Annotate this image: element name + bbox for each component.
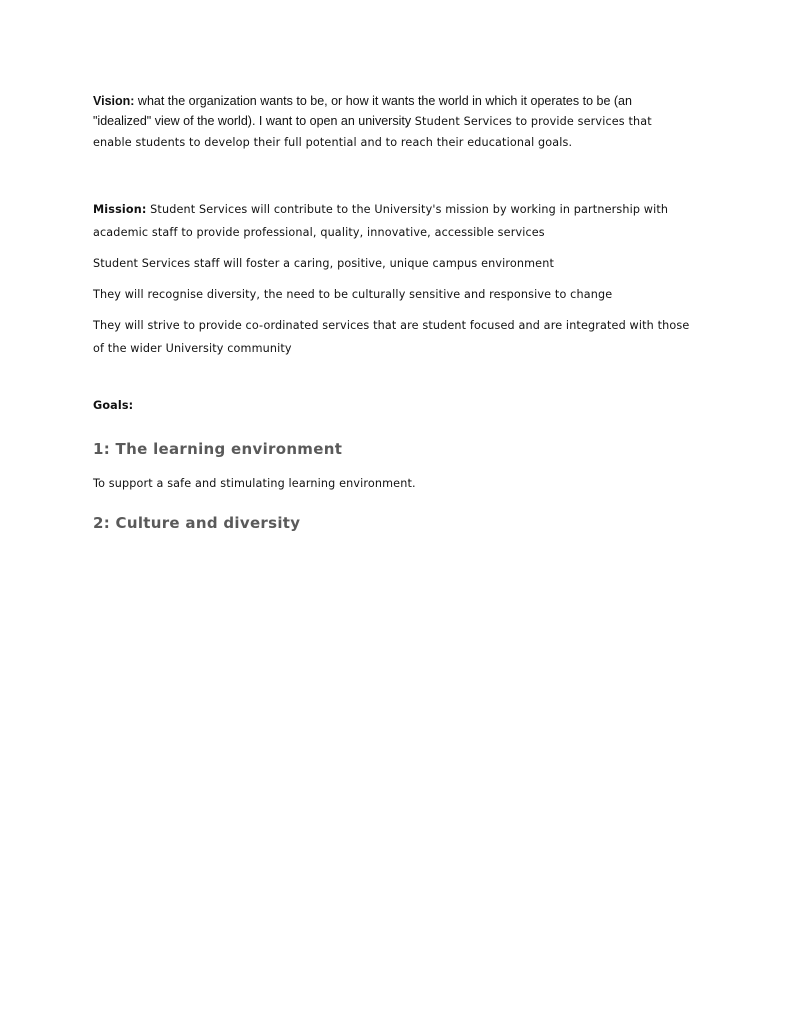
vision-text-part2: Student Services to provide services that enable students to develop their full potential and to reach their educational goals. [93, 115, 652, 149]
mission-text: Student Services will contribute to the University's mission by working in partnership with academic staff to provide professional, quality, innovative, accessible services [93, 203, 669, 239]
goals-label: Goals: [93, 399, 134, 412]
goal-2-heading: 2: Culture and diversity [93, 514, 301, 532]
goal-1-text: To support a safe and stimulating learning environment. [93, 477, 416, 490]
mission-paragraph-3: They will recognise diversity, the need to be culturally sensitive and responsive to change [93, 288, 613, 301]
vision-label: Vision: [93, 94, 135, 108]
vision-text-part1: what the organization wants to be, or how it wants the world in which it operates to be (an "idealized" view of the world). I want to open an university [93, 94, 632, 128]
mission-label: Mission: [93, 203, 147, 216]
mission-paragraph-2: Student Services staff will foster a caring, positive, unique campus environment [93, 257, 554, 270]
vision-paragraph [93, 91, 693, 153]
goal-1-heading: 1: The learning environment [93, 440, 343, 458]
mission-paragraph-4: They will strive to provide co-ordinated services that are student focused and are integrated with those of the wider University community [93, 319, 690, 355]
mission-paragraph [93, 198, 693, 244]
